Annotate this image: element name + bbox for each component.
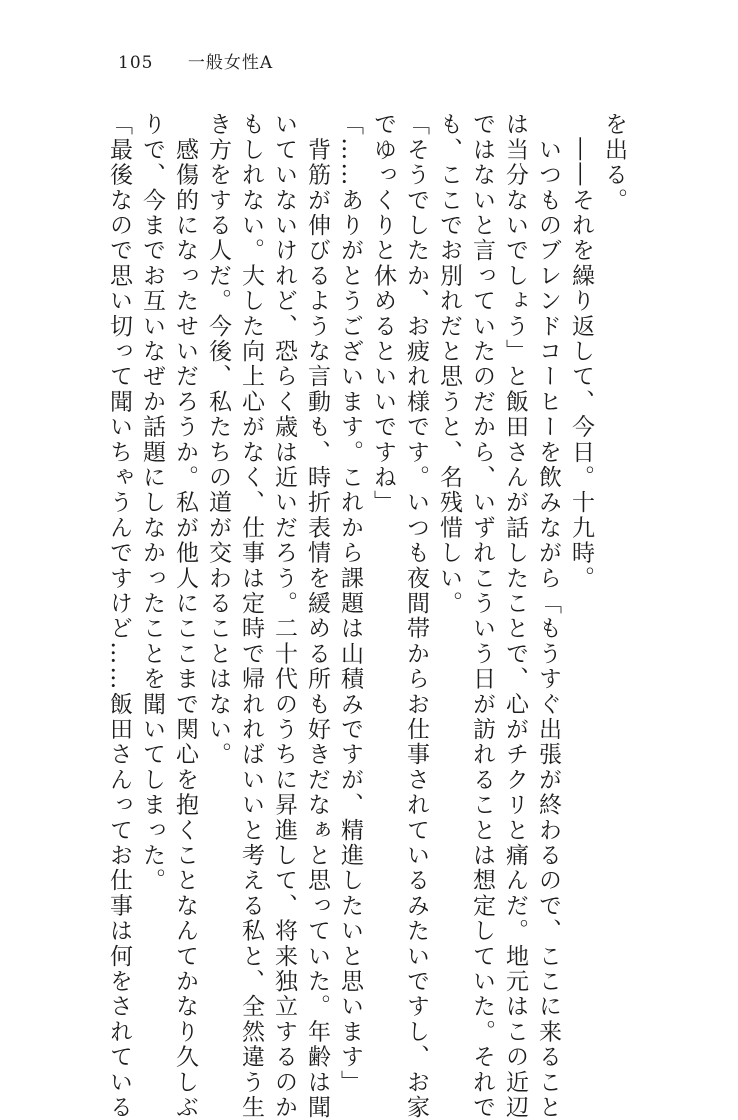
text-line: いていないけれど、恐らく歳は近いだろう。二十代のうちに昇進して、将来独立するのか — [271, 112, 297, 1120]
text-line: 「最後なので思い切って聞いちゃうんですけど……飯田さんってお仕事は何をされている — [106, 112, 132, 1120]
text-line: 「そうでしたか、お疲れ様です。いつも夜間帯からお仕事されているみたいですし、お家 — [403, 112, 429, 1120]
text-line: いつものブレンドコーヒーを飲みながら「もうすぐ出張が終わるので、ここに来ること — [535, 112, 561, 1120]
text-line: でゆっくりと休めるといいですね」 — [370, 112, 396, 516]
text-line: 感傷的になったせいだろうか。私が他人にここまで関心を抱くことなんてかなり久しぶ — [172, 112, 198, 1120]
text-line: を出る。 — [601, 112, 627, 213]
vertical-body-text — [106, 112, 630, 1120]
chapter-title: 一般女性A — [187, 53, 274, 73]
text-line: もしれない。大した向上心がなく、仕事は定時で帰れればいいと考える私と、全然違う生 — [238, 112, 264, 1120]
text-line: りで、今までお互いなぜか話題にしなかったことを聞いてしまった。 — [139, 112, 165, 894]
text-line: き方をする人だ。今後、私たちの道が交わることはない。 — [205, 112, 231, 768]
page-number: 105 — [118, 53, 154, 73]
text-line: も、ここでお別れだと思うと、名残惜しい。 — [436, 112, 462, 616]
text-line: 「……ありがとうございます。これから課題は山積みですが、精進したいと思います」 — [337, 112, 363, 1095]
running-header — [118, 48, 273, 73]
text-line: ではないと言っていたのだから、いずれこういう日が訪れることは想定していた。それで — [469, 112, 495, 1120]
text-line: 背筋が伸びるような言動も、時折表情を緩める所も好きだなぁと思っていた。年齢は聞 — [304, 112, 330, 1120]
text-line: ――それを繰り返して、今日。十九時。 — [568, 112, 594, 591]
text-line: は当分ないでしょう」と飯田さんが話したことで、心がチクリと痛んだ。地元はこの近辺 — [502, 112, 528, 1120]
